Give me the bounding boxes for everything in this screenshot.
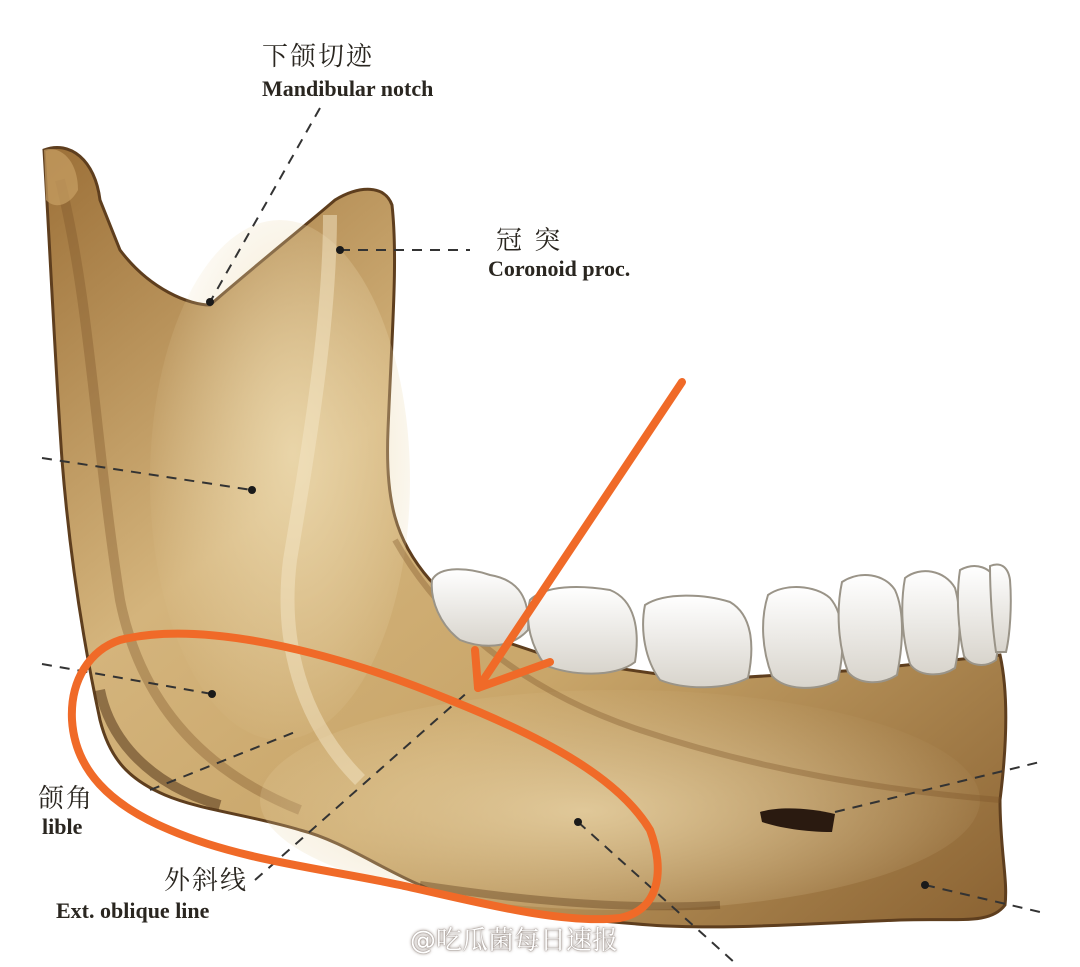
premolar-tooth (763, 587, 842, 688)
label-coronoid-zh: 冠 突 (496, 226, 563, 256)
label-angle-zh: 颌角 (38, 784, 95, 814)
label-angle-en: lible (42, 814, 83, 839)
canine-tooth (902, 571, 959, 674)
label-mandibular-notch-en: Mandibular notch (262, 76, 434, 101)
label-oblique-line-en: Ext. oblique line (56, 898, 210, 923)
label-mandibular-notch-zh: 下颌切迹 (262, 42, 375, 72)
label-coronoid-en: Coronoid proc. (488, 256, 631, 281)
label-oblique-line-zh: 外斜线 (164, 866, 249, 896)
premolar-tooth (839, 575, 902, 682)
watermark: @吃瓜菌每日速报 (410, 926, 619, 956)
molar-tooth (643, 596, 751, 688)
